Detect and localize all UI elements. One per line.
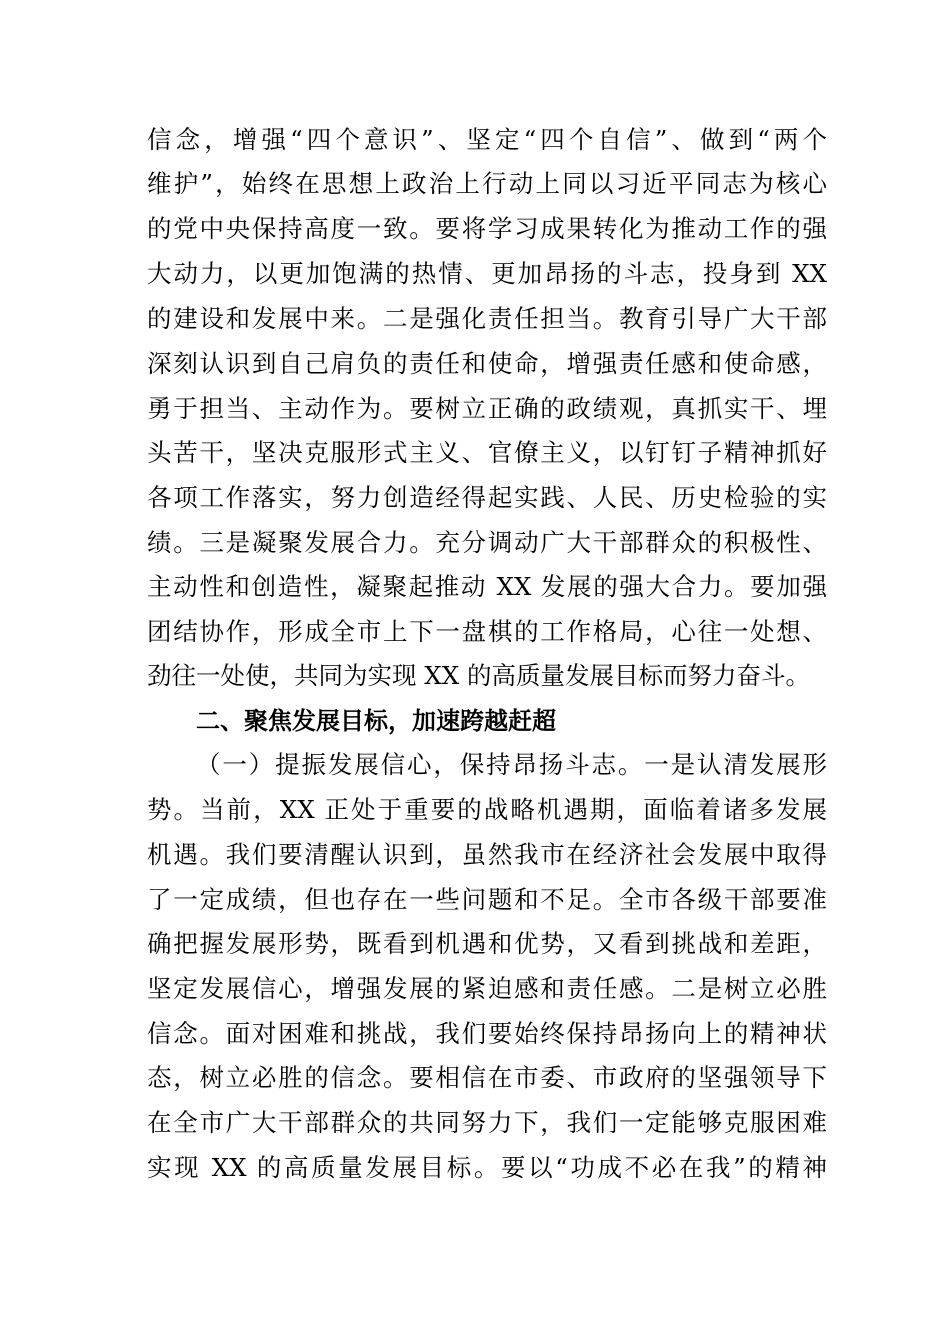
paragraph-2-line: 信念。面对困难和挑战，我们要始终保持昂扬向上的精神状	[147, 1019, 827, 1048]
paragraph-2-line: 实现 XX 的高质量发展目标。要以“功成不必在我”的精神	[147, 1153, 827, 1182]
paragraph-2-line: 在全市广大干部群众的共同努力下，我们一定能够克服困难	[147, 1108, 827, 1137]
section-heading: 二、聚焦发展目标，加速跨越赶超	[196, 707, 556, 735]
paragraph-1-line: 深刻认识到自己肩负的责任和使命，增强责任感和使命感，	[147, 349, 827, 378]
paragraph-2-line: （一）提振发展信心，保持昂扬斗志。一是认清发展形	[196, 750, 827, 779]
paragraph-1-line: 信念，增强“四个意识”、坚定“四个自信”、做到“两个	[147, 125, 827, 154]
paragraph-1-line: 绩。三是凝聚发展合力。充分调动广大干部群众的积极性、	[147, 528, 827, 557]
paragraph-2-line: 态，树立必胜的信念。要相信在市委、市政府的坚强领导下	[147, 1063, 827, 1092]
paragraph-1-line: 大动力，以更加饱满的热情、更加昂扬的斗志，投身到 XX	[147, 259, 827, 288]
paragraph-1-line: 主动性和创造性，凝聚起推动 XX 发展的强大合力。要加强	[147, 572, 827, 601]
paragraph-1-line: 头苦干，坚决克服形式主义、官僚主义，以钉钉子精神抓好	[147, 438, 827, 467]
paragraph-1-line: 维护”，始终在思想上政治上行动上同以习近平同志为核心	[147, 169, 827, 198]
paragraph-1-line: 团结协作，形成全市上下一盘棋的工作格局，心往一处想、	[147, 617, 827, 646]
paragraph-2-line: 坚定发展信心，增强发展的紧迫感和责任感。二是树立必胜	[147, 974, 827, 1003]
paragraph-2-line: 势。当前，XX 正处于重要的战略机遇期，面临着诸多发展	[147, 795, 827, 824]
paragraph-1-line: 勇于担当、主动作为。要树立正确的政绩观，真抓实干、埋	[147, 394, 827, 423]
paragraph-1-line: 劲往一处使，共同为实现 XX 的高质量发展目标而努力奋斗。	[147, 661, 810, 690]
paragraph-2-line: 机遇。我们要清醒认识到，虽然我市在经济社会发展中取得	[147, 840, 827, 869]
paragraph-1-line: 各项工作落实，努力创造经得起实践、人民、历史检验的实	[147, 483, 827, 512]
paragraph-1-line: 的建设和发展中来。二是强化责任担当。教育引导广大干部	[147, 304, 827, 333]
paragraph-1-line: 的党中央保持高度一致。要将学习成果转化为推动工作的强	[147, 214, 827, 243]
paragraph-2-line: 确把握发展形势，既看到机遇和优势，又看到挑战和差距，	[147, 929, 827, 958]
paragraph-2-line: 了一定成绩，但也存在一些问题和不足。全市各级干部要准	[147, 885, 827, 914]
